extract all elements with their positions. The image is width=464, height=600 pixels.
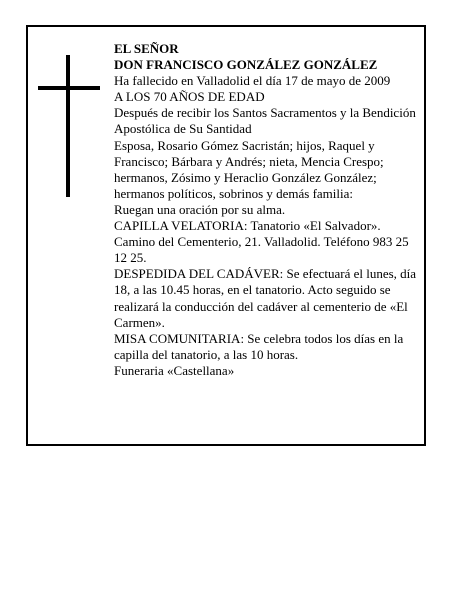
title-line-1: EL SEÑOR — [114, 41, 179, 56]
cross-icon — [38, 55, 100, 197]
obituary-notice — [26, 25, 426, 446]
death-date-line: Ha fallecido en Valladolid el día 17 de mayo de 2009 — [114, 73, 391, 89]
obituary-text — [114, 41, 424, 379]
chapel-line: CAPILLA VELATORIA: Tanatorio «El Salvador». Camino del Cementerio, 21. Valladolid. Teléfono 983 25 12 25. — [114, 218, 409, 266]
cross-horizontal-bar — [38, 86, 100, 90]
funeral-home-line: Funeraria «Castellana» — [114, 362, 235, 378]
mass-line: MISA COMUNITARIA: Se celebra todos los días en la capilla del tanatorio, a las 10 horas. — [114, 330, 404, 362]
family-line: Esposa, Rosario Gómez Sacristán; hijos, Raquel y Francisco; Bárbara y Andrés; nieta, Mencia Crespo; hermanos, Zósimo y Heraclio González González; hermanos políticos, sobrinos y demás familia: — [114, 137, 384, 201]
age-line: A LOS 70 AÑOS DE EDAD — [114, 89, 265, 105]
deceased-name: DON FRANCISCO GONZÁLEZ GONZÁLEZ — [114, 57, 378, 73]
farewell-line: DESPEDIDA DEL CADÁVER: Se efectuará el lunes, día 18, a las 10.45 horas, en el tanatorio. Acto seguido se realizará la conducción del cadáver al cementerio de «El Carmen». — [114, 266, 417, 330]
prayer-line: Ruegan una oración por su alma. — [114, 201, 286, 217]
sacraments-line: Después de recibir los Santos Sacramentos y la Bendición Apostólica de Su Santidad — [114, 105, 416, 137]
cross-vertical-bar — [66, 55, 70, 197]
